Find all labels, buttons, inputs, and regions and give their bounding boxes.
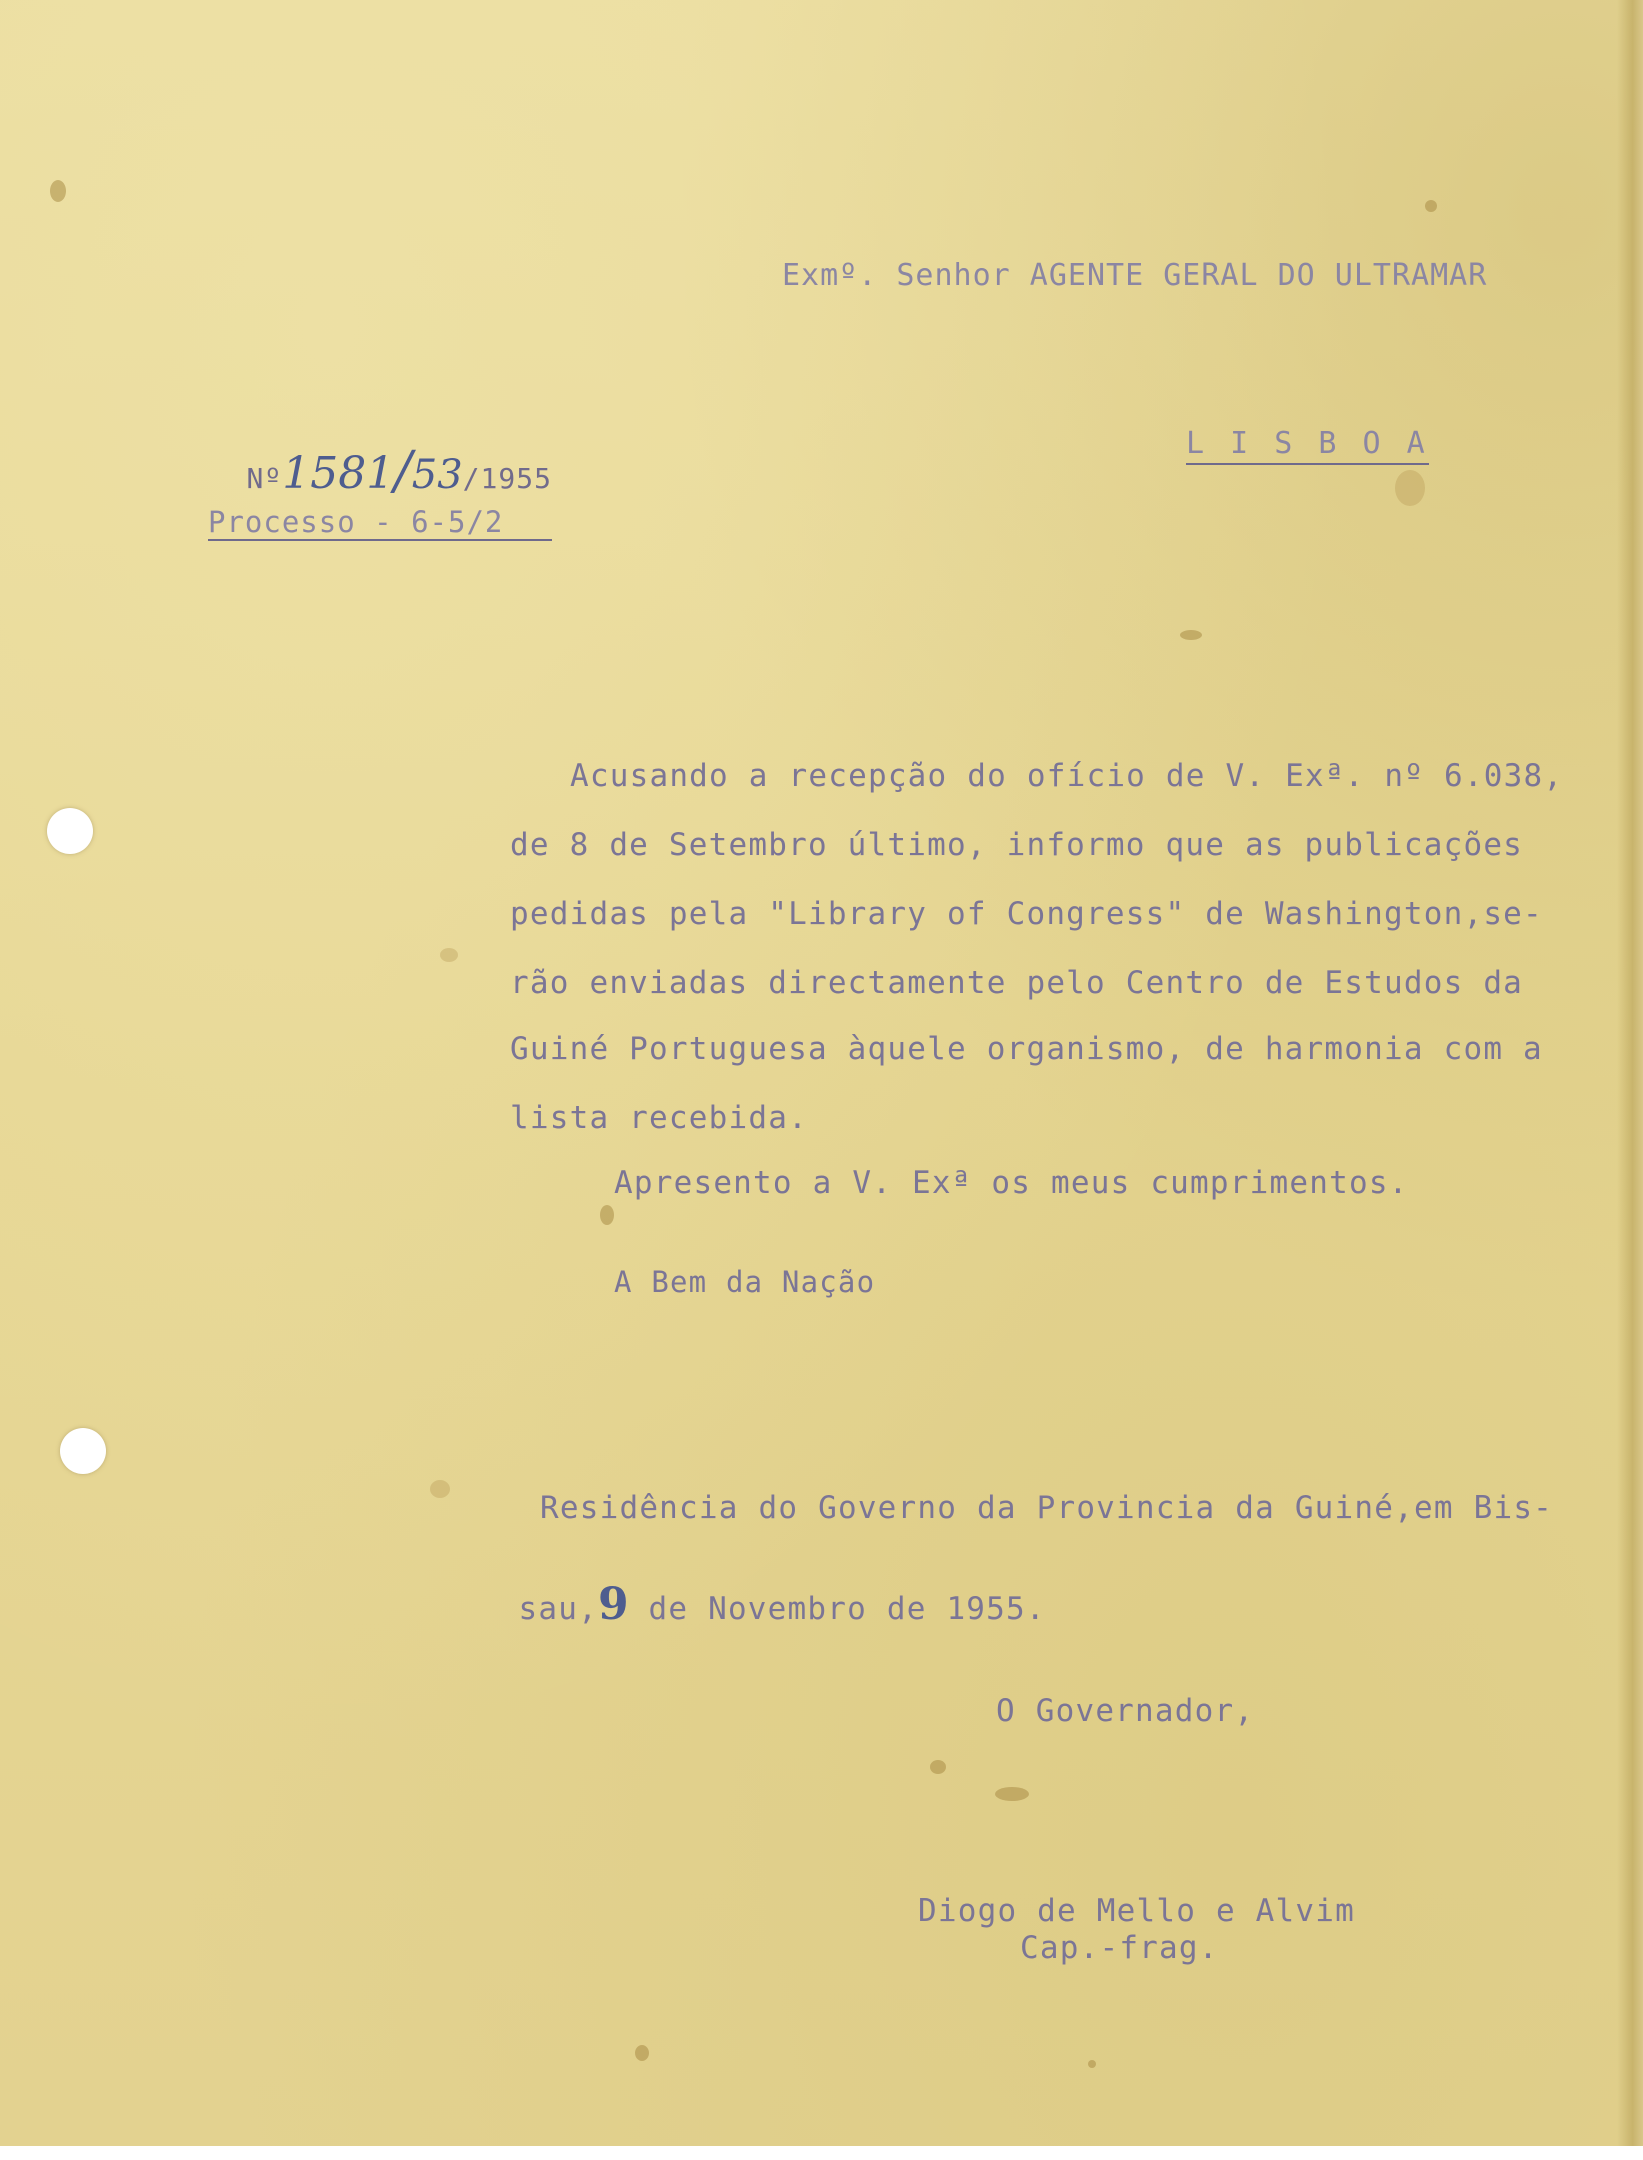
reference-year: 1955 bbox=[480, 462, 552, 495]
closing-formula: A Bem da Nação bbox=[614, 1265, 876, 1299]
processo-line bbox=[208, 505, 503, 539]
paper-stain bbox=[635, 2045, 649, 2061]
paper-stain bbox=[1180, 630, 1202, 640]
paper-stain bbox=[440, 948, 458, 962]
body-line: Acusando a recepção do ofício de V. Exª. nº 6.038, bbox=[570, 758, 1564, 794]
reference-handwritten-number: 1581 bbox=[282, 448, 395, 499]
punch-hole-top bbox=[47, 808, 93, 854]
body-line: rão enviadas directamente pelo Centro de Estudos da bbox=[510, 965, 1524, 1001]
paper-stain bbox=[930, 1760, 946, 1774]
place-date-line-2 bbox=[480, 1560, 1046, 1649]
body-line: lista recebida. bbox=[510, 1100, 808, 1136]
place-date-suffix: de Novembro de 1955. bbox=[628, 1591, 1046, 1627]
destination-city: L I S B O A bbox=[1186, 426, 1429, 465]
addressee-line: Exmº. Senhor AGENTE GERAL DO ULTRAMAR bbox=[782, 258, 1488, 293]
paper-edge-shadow bbox=[1617, 0, 1643, 2160]
reference-handwritten-code: 53 bbox=[411, 452, 463, 498]
reference-number: Nº1581/53/1955 bbox=[208, 422, 552, 539]
processo-label: Processo - bbox=[208, 505, 412, 539]
paper-stain bbox=[1395, 470, 1425, 506]
paper-stain bbox=[995, 1787, 1029, 1801]
place-date-day-handwritten: 9 bbox=[598, 1579, 629, 1630]
body-line: Guiné Portuguesa àquele organismo, de harmonia com a bbox=[510, 1031, 1543, 1067]
place-date-line-1: Residência do Governo da Provincia da Guiné,em Bis- bbox=[540, 1490, 1554, 1526]
punch-hole-bottom bbox=[60, 1428, 106, 1474]
processo-value: 6-5/2 bbox=[411, 505, 504, 539]
signatory-title: O Governador, bbox=[996, 1693, 1255, 1729]
place-date-prefix: sau, bbox=[518, 1591, 598, 1627]
paper-stain bbox=[50, 180, 66, 202]
body-line: pedidas pela "Library of Congress" de Washington,se- bbox=[510, 896, 1543, 932]
paper-stain bbox=[600, 1205, 614, 1225]
paper-stain bbox=[1425, 200, 1437, 212]
paper-stain bbox=[430, 1480, 450, 1498]
greeting-line: Apresento a V. Exª os meus cumprimentos. bbox=[614, 1165, 1409, 1201]
reference-prefix: Nº bbox=[246, 462, 283, 495]
signatory-name: Diogo de Mello e Alvim bbox=[918, 1893, 1355, 1929]
body-line: de 8 de Setembro último, informo que as publicações bbox=[510, 827, 1524, 863]
signatory-rank: Cap.-frag. bbox=[1020, 1930, 1219, 1966]
paper-stain bbox=[1088, 2060, 1096, 2068]
paper-bottom-margin bbox=[0, 2146, 1643, 2160]
